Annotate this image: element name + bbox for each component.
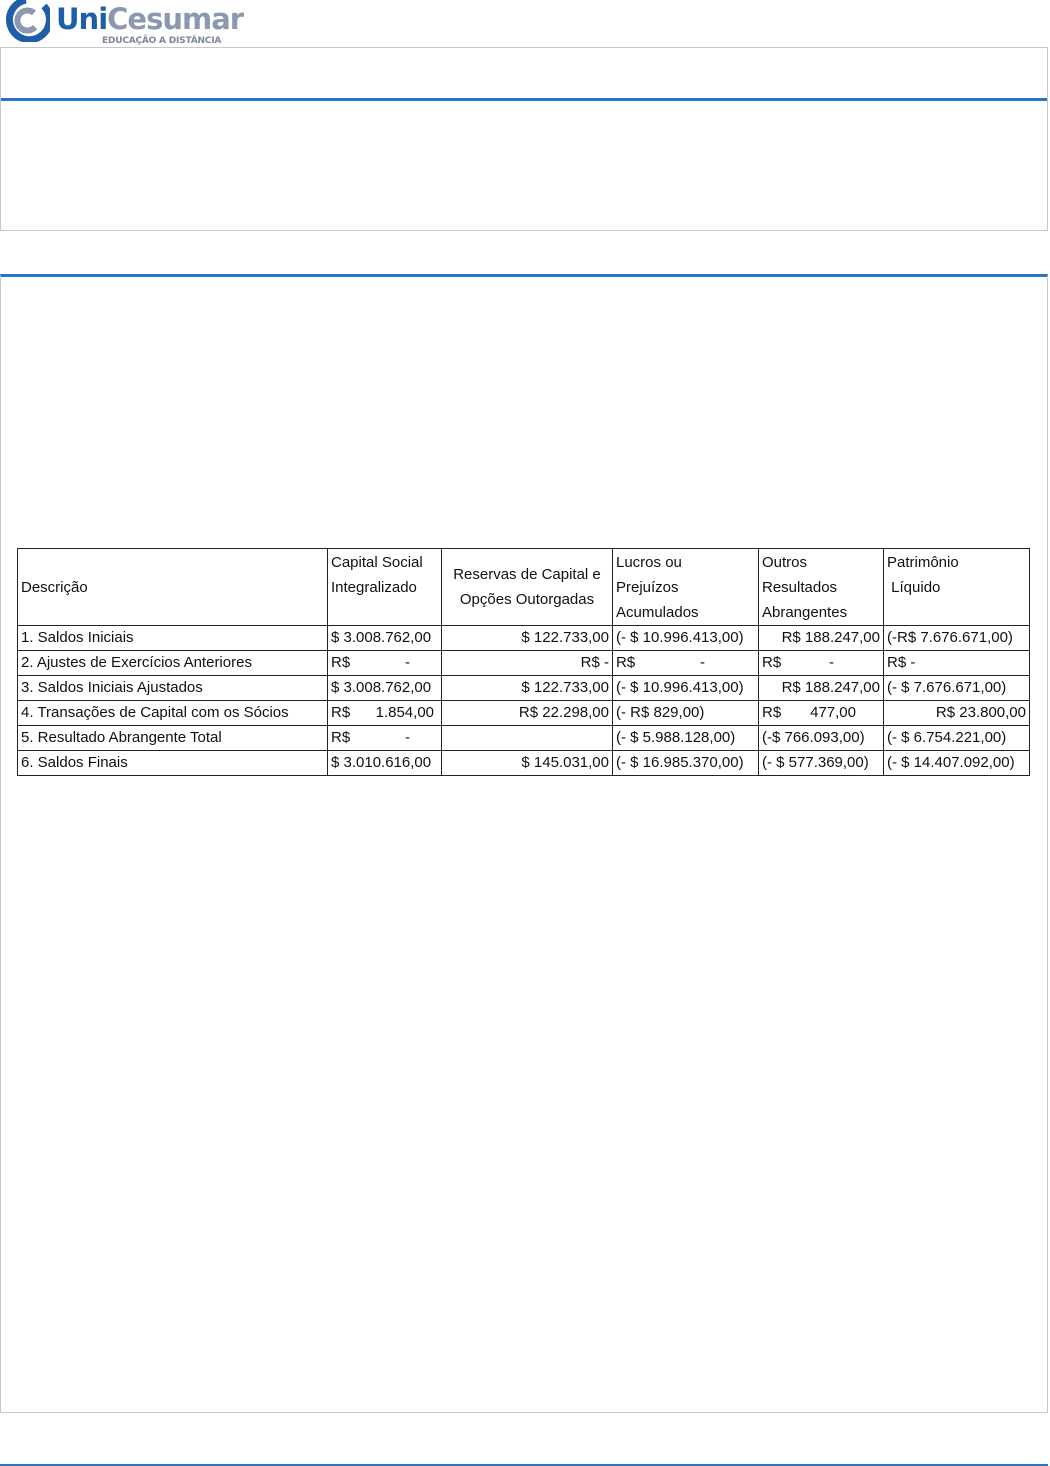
header-descricao: Descrição [18,549,328,626]
cell-descricao: 2. Ajustes de Exercícios Anteriores [18,651,328,676]
cell-outros: (- $ 577.369,00) [759,751,884,776]
cell-reservas: R$ - [442,651,613,676]
header-outros-resultados: Outros Resultados Abrangentes [759,549,884,626]
cell-capital: R$ 1.854,00 [328,701,442,726]
table-row [18,701,1030,726]
cell-lucros: (- $ 10.996.413,00) [613,676,759,701]
logo-tagline: EDUCAÇÃO A DISTÂNCIA [102,36,222,46]
cell-reservas: R$ 22.298,00 [442,701,613,726]
cell-capital: R$ - [328,726,442,751]
header-panel [0,47,1048,231]
table-row [18,726,1030,751]
header-reservas-capital: Reservas de Capital e Opções Outorgadas [442,549,613,626]
table-row [18,676,1030,701]
cell-capital: R$ - [328,651,442,676]
cell-outros: (-$ 766.093,00) [759,726,884,751]
cell-outros: R$ 188.247,00 [759,676,884,701]
cell-descricao: 4. Transações de Capital com os Sócios [18,701,328,726]
cell-descricao: 1. Saldos Iniciais [18,626,328,651]
logo-wordmark: UniCesumar [56,2,244,36]
cell-reservas: $ 145.031,00 [442,751,613,776]
cell-patrimonio: (- $ 14.407.092,00) [884,751,1030,776]
header-capital-social: Capital Social Integralizado [328,549,442,626]
cell-reservas: $ 122.733,00 [442,676,613,701]
cell-patrimonio: (-R$ 7.676.671,00) [884,626,1030,651]
header-patrimonio-liquido: Patrimônio Líquido [884,549,1030,626]
cell-descricao: 5. Resultado Abrangente Total [18,726,328,751]
cell-patrimonio: (- $ 7.676.671,00) [884,676,1030,701]
cell-patrimonio: R$ 23.800,00 [884,701,1030,726]
table-row [18,651,1030,676]
equity-statement-table [17,548,1030,776]
cell-patrimonio: (- $ 6.754.221,00) [884,726,1030,751]
cell-descricao: 6. Saldos Finais [18,751,328,776]
cell-lucros: (- R$ 829,00) [613,701,759,726]
cell-capital: $ 3.008.762,00 [328,626,442,651]
unicesumar-logo [0,0,244,48]
table-row [18,751,1030,776]
content-panel [0,274,1048,1413]
cell-outros: R$ 477,00 [759,701,884,726]
cell-lucros: (- $ 16.985.370,00) [613,751,759,776]
cell-descricao: 3. Saldos Iniciais Ajustados [18,676,328,701]
cell-lucros: (- $ 10.996.413,00) [613,626,759,651]
header-lucros-prejuizos: Lucros ou Prejuízos Acumulados [613,549,759,626]
header-panel-divider [1,98,1047,101]
unicesumar-emblem-icon [0,0,50,42]
cell-capital: $ 3.010.616,00 [328,751,442,776]
table-row [18,626,1030,651]
cell-lucros: R$ - [613,651,759,676]
cell-patrimonio: R$ - [884,651,1030,676]
table-header-row [18,549,1030,626]
cell-reservas: $ 122.733,00 [442,626,613,651]
cell-capital: $ 3.008.762,00 [328,676,442,701]
cell-outros: R$ 188.247,00 [759,626,884,651]
cell-lucros: (- $ 5.988.128,00) [613,726,759,751]
cell-outros: R$ - [759,651,884,676]
cell-reservas [442,726,613,751]
